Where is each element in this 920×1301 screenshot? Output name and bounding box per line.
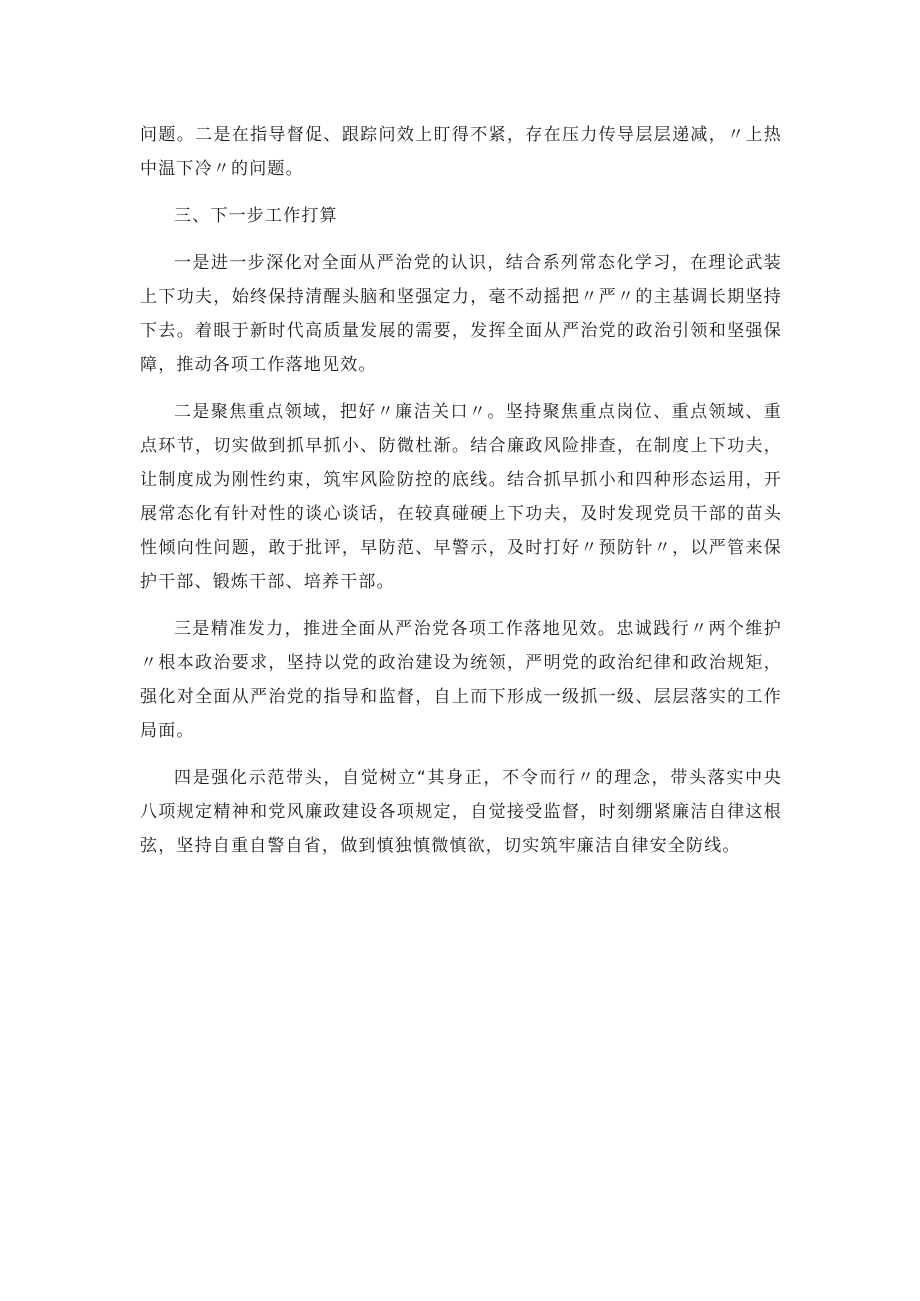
paragraph-plan-four: 四是强化示范带头，自觉树立“其身正，不令而行〃的理念，带头落实中央八项规定精神和党风廉政建设各项规定，自觉接受监督，时刻绷紧廉洁自律这根弦，坚持自重自警自省，做到慎独慎微慎欲，切实筑牢廉洁自律安全防线。 xyxy=(140,768,782,856)
paragraph-plan-two: 二是聚焦重点领域，把好〃廉洁关口〃。坚持聚焦重点岗位、重点领域、重点环节，切实做到抓早抓小、防微杜渐。结合廉政风险排查，在制度上下功夫，让制度成为刚性约束，筑牢风险防控的底线。结合抓早抓小和四种形态运用，开展常态化有针对性的谈心谈话，在较真碰硬上下功夫，及时发现党员干部的苗头性倾向性问题，敢于批评，早防范、早警示，及时打好〃预防针〃，以严管来保护干部、锻炼干部、培养干部。 xyxy=(140,402,782,592)
section-heading: 三、下一步工作打算 xyxy=(174,206,338,226)
document-body xyxy=(140,118,782,863)
paragraph-plan-three: 三是精准发力，推进全面从严治党各项工作落地见效。忠诚践行〃两个维护〃根本政治要求，坚持以党的政治建设为统领，严明党的政治纪律和政治规矩，强化对全面从严治党的指导和监督，自上而下形成一级抓一级、层层落实的工作局面。 xyxy=(140,619,782,741)
paragraph-plan-one: 一是进一步深化对全面从严治党的认识，结合系列常态化学习，在理论武装上下功夫，始终保持清醒头脑和坚强定力，毫不动摇把〃严〃的主基调长期坚持下去。着眼于新时代高质量发展的需要，发挥全面从严治党的政治引领和坚强保障，推动各项工作落地见效。 xyxy=(140,253,782,375)
paragraph-continuation: 问题。二是在指导督促、跟踪问效上盯得不紧，存在压力传导层层递减，〃上热中温下冷〃的问题。 xyxy=(140,125,782,179)
